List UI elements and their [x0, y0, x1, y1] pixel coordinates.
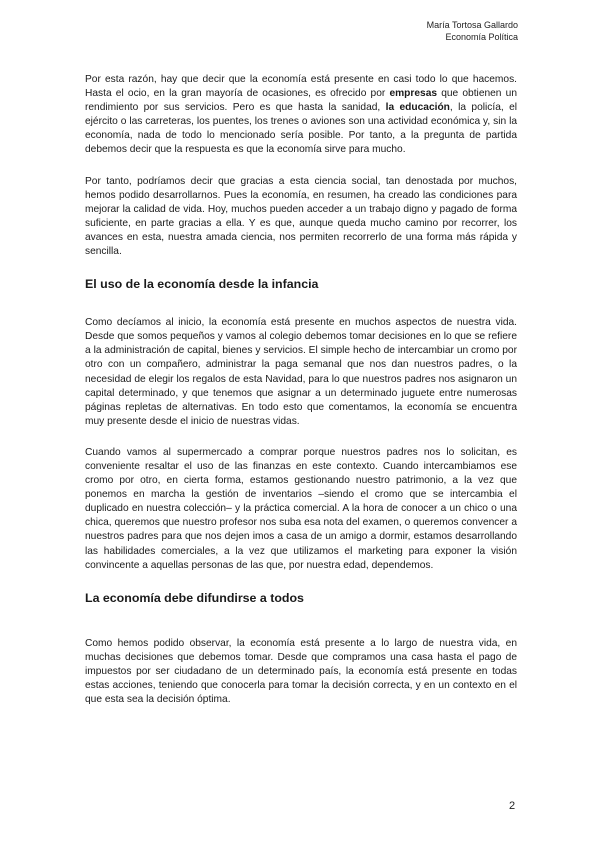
page-header	[427, 19, 518, 43]
paragraph-1-text-a: Por esta razón, hay que decir que la economía está presente en casi todo lo que hacemos. Hasta el ocio, en la gran mayoría de ocasiones, es ofrecido por	[85, 74, 517, 100]
paragraph-4: Cuando vamos al supermercado a comprar porque nuestros padres nos lo solicitan, es conveniente resaltar el uso de las finanzas en este contexto. Cuando intercambiamos ese cromo por otro, en cierta forma, estamos gestionando nuestro patrimonio, a la vez que ponemos en marcha la gestión de inventarios –siendo el cromo que se intercambia el duplicado en nuestra colección– y la práctica comercial. A la hora de conocer a un chico o una chica, queremos que nuestro profesor nos suba esa nota del examen, o queremos convencer a nuestros padres para que nos dejen imos a casa de un amigo a dormir, estamos desarrollando las habilidades comerciales, a la vez que utilizamos el marketing para exponer la visión convincente a aquellas personas de las que, por nuestra edad, dependemos.	[85, 446, 517, 571]
page-number: 2	[509, 800, 516, 812]
paragraph-1-text-c: que obtienen un rendimiento por sus servicios. Pero es que hasta la sanidad,	[85, 88, 517, 114]
section-heading-difundirse: La economía debe difundirse a todos	[85, 590, 304, 605]
bold-empresas: empresas	[389, 88, 438, 100]
paragraph-1-text-e: , la policía, el ejército o las carreteras, los puentes, los trenes o aviones son una actividad económica y, sin la economía, nada de todo lo mencionado sería posible. Por tanto, a la pregunta de partida debemos decir que la respuesta es que la economía sirve para mucho.	[85, 102, 517, 156]
header-author: María Tortosa Gallardo	[426, 20, 518, 30]
section-heading-infancia: El uso de la economía desde la infancia	[85, 277, 319, 292]
paragraph-1	[85, 73, 517, 158]
paragraph-3: Como decíamos al inicio, la economía está presente en muchos aspectos de nuestra vida. Desde que somos pequeños y vamos al colegio debemos tomar decisiones en lo que se refiere a la administración de capital, bienes y servicios. El simple hecho de intercambiar un cromo por otro con un compañero, administrar la paga semanal que nos dan nuestros padres, o la necesidad de elegir los regalos de esta Navidad, para lo que nuestros padres nos asignaron un capital determinado, y que tenemos que asignar a un determinado juguete entre numerosas páginas repletas de alternativas. En todo esto que comentamos, la economía se encuentra muy presente desde el inicio de nuestras vidas.	[85, 317, 517, 427]
paragraph-5: Como hemos podido observar, la economía está presente a lo largo de nuestra vida, en muchas decisiones que debemos tomar. Desde que compramos una casa hasta el pago de impuestos por ser ciudadano de un determinado país, la economía está presente en todas estas acciones, teniendo que conocerla para tomar la decisión correcta, y en un contexto en el que esta sea la decisión óptima.	[85, 637, 517, 706]
bold-la-educacion: la educación	[385, 102, 450, 114]
header-subject: Economía Política	[445, 32, 518, 42]
document-body	[85, 73, 517, 724]
paragraph-2: Por tanto, podríamos decir que gracias a esta ciencia social, tan denostada por muchos, hemos podido desarrollarnos. Pues la economía, en resumen, ha creado las condiciones para mejorar la calidad de vida. Hoy, muchos pueden acceder a un trabajo digno y pagado de forma suficiente, en parte gracias a ella. Y es que, aunque queda mucho camino por recorrer, los avances en esta, nuestra amada ciencia, nos permiten recorrerlo de una forma más rápida y sencilla.	[85, 175, 517, 258]
